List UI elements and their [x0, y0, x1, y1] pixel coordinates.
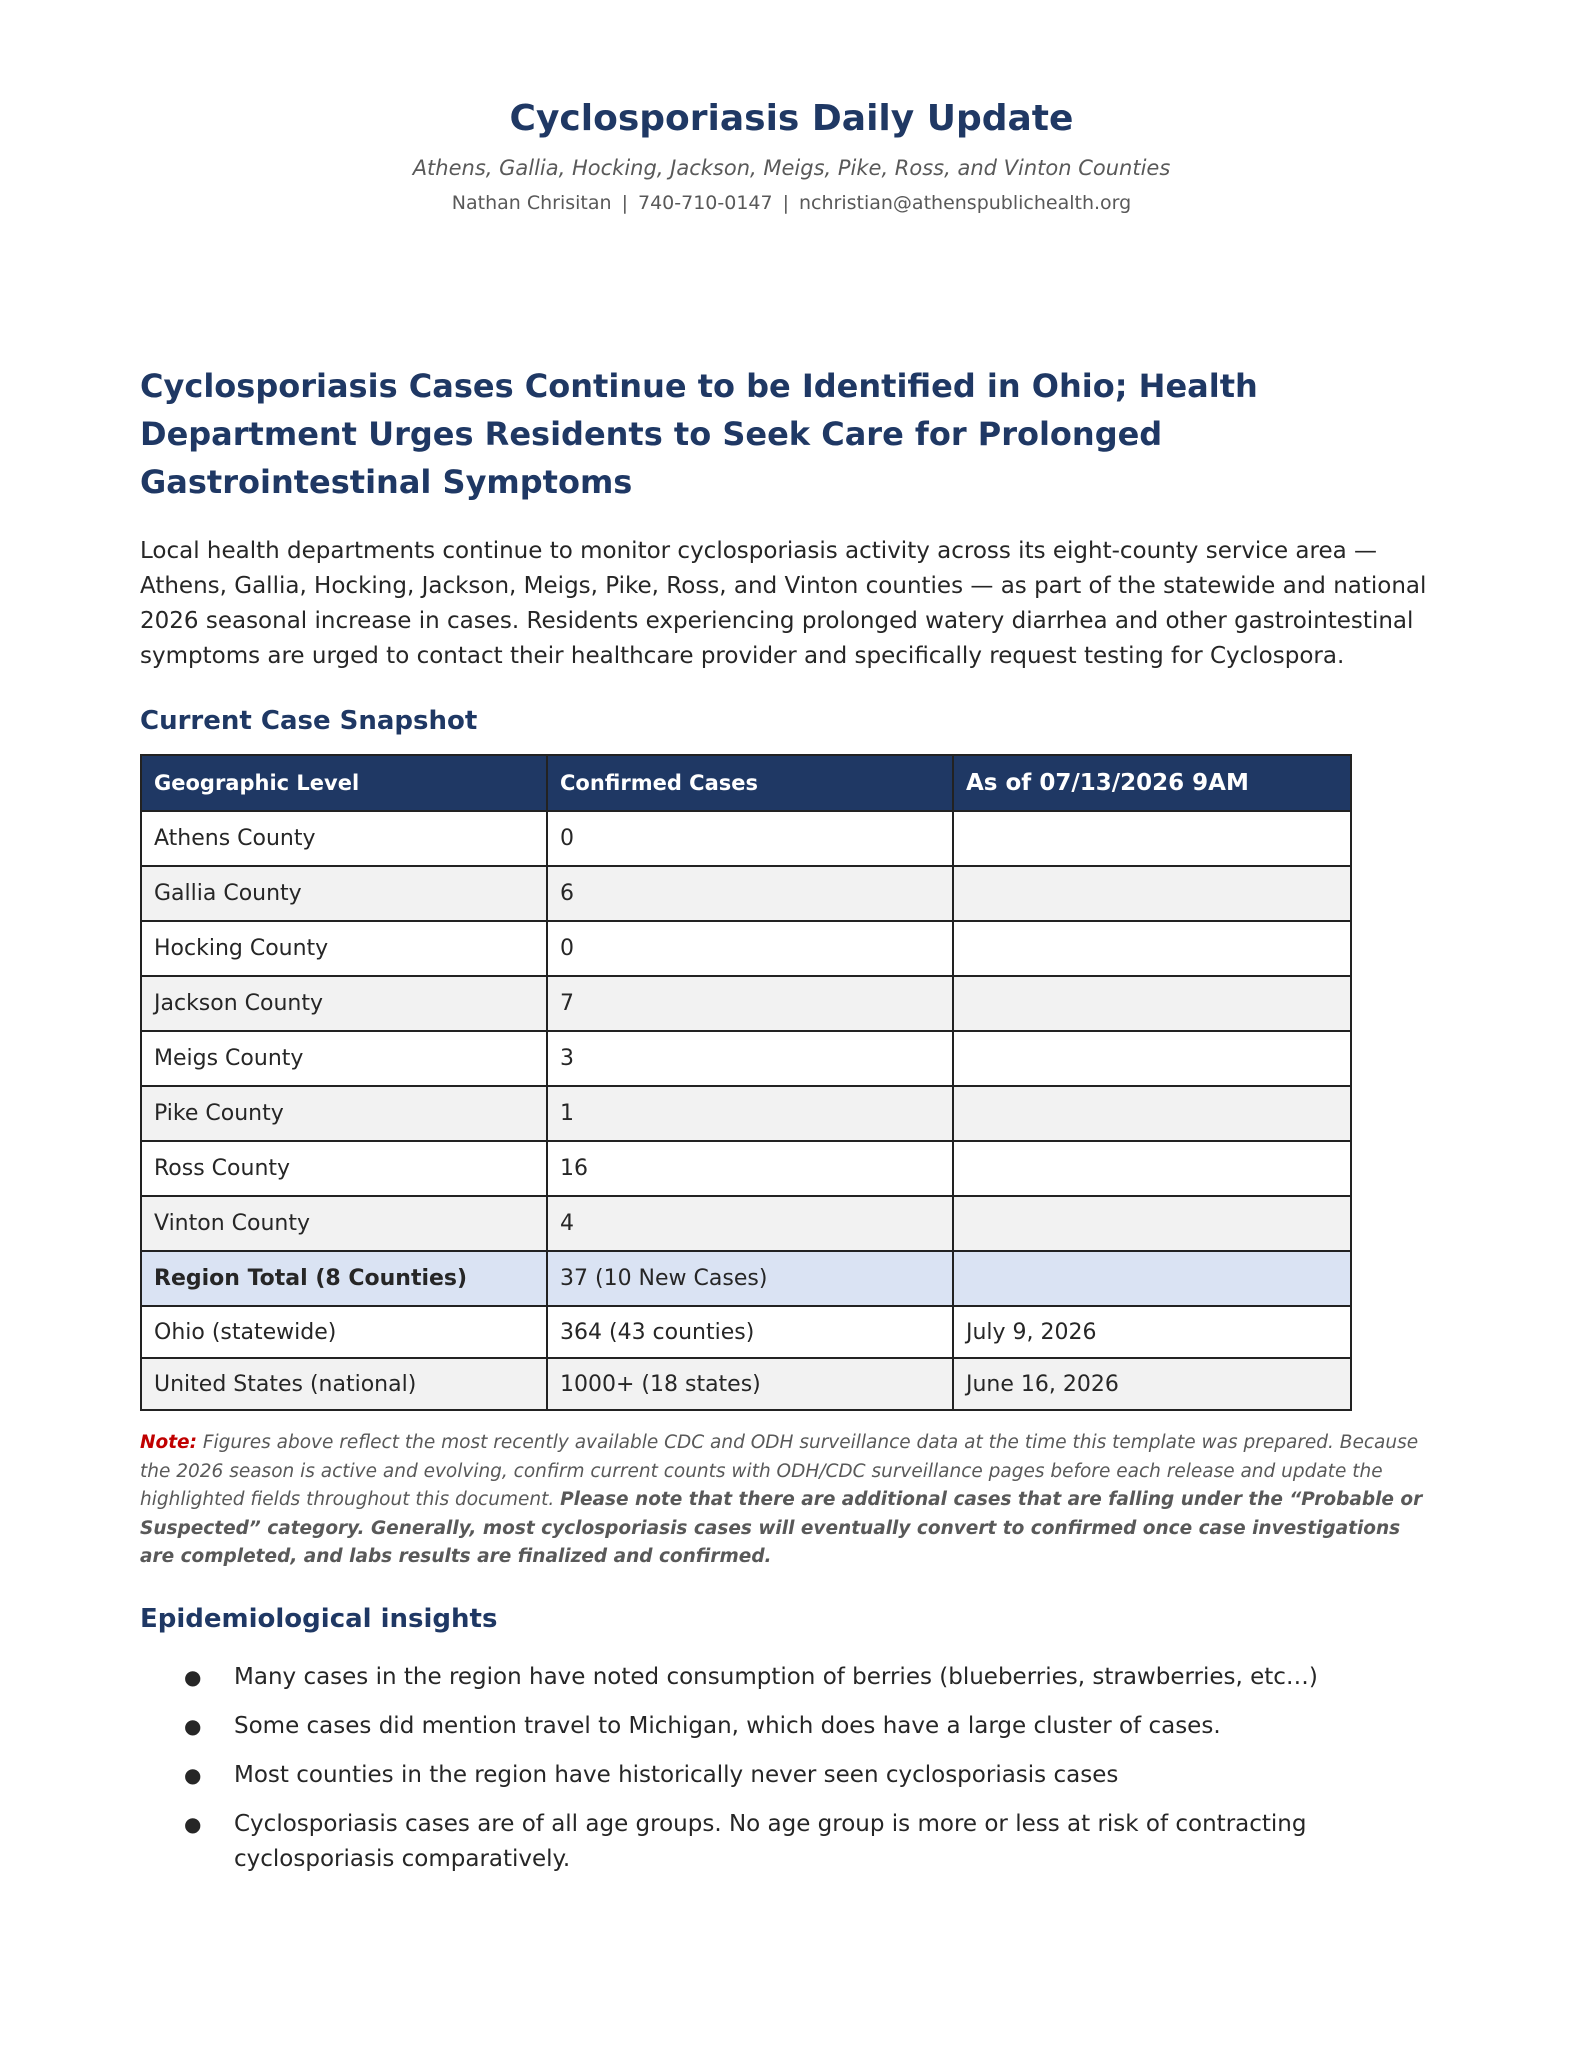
contact-separator: | [782, 192, 789, 214]
confirmed-cases-cell: 4 [547, 1196, 953, 1251]
geographic-level-cell: Ross County [141, 1141, 547, 1196]
document-subtitle: Athens, Gallia, Hocking, Jackson, Meigs, Pike, Ross, and Vinton Counties [412, 156, 1171, 180]
insight-text: Many cases in the region have noted consumption of berries (blueberries, strawberries, etc…) [234, 1663, 1318, 1690]
contact-email: nchristian@athenspublichealth.org [799, 192, 1132, 214]
insight-text: Cyclosporiasis cases are of all age groups. No age group is more or less at risk of contracting cyclosporiasis comparatively. [234, 1810, 1307, 1872]
geographic-level-cell: Jackson County [141, 976, 547, 1031]
geographic-level-cell: Athens County [141, 811, 547, 866]
table-row [141, 1086, 1351, 1141]
article-headline: Cyclosporiasis Cases Continue to be Identified in Ohio; Health Department Urges Residents to Seek Care for Prolonged Gastrointestinal Symptoms [140, 367, 1258, 501]
as-of-cell: June 16, 2026 [953, 1358, 1351, 1410]
confirmed-cases-cell: 0 [547, 811, 953, 866]
insight-text: Some cases did mention travel to Michigan, which does have a large cluster of cases. [234, 1712, 1221, 1739]
document-header [0, 96, 1583, 216]
confirmed-cases-cell: 7 [547, 976, 953, 1031]
contact-separator: | [621, 192, 628, 214]
confirmed-cases-cell: 6 [547, 866, 953, 921]
table-row [141, 1031, 1351, 1086]
snapshot-heading: Current Case Snapshot [140, 706, 478, 736]
as-of-cell [953, 866, 1351, 921]
table-row [141, 811, 1351, 866]
table-row [141, 866, 1351, 921]
insight-text: Most counties in the region have historically never seen cyclosporiasis cases [234, 1761, 1119, 1788]
confirmed-cases-cell: 16 [547, 1141, 953, 1196]
as-of-cell [953, 1031, 1351, 1086]
case-snapshot-table [140, 754, 1352, 1411]
as-of-cell [953, 921, 1351, 976]
list-item [140, 1807, 1440, 1877]
insights-heading: Epidemiological insights [140, 1603, 498, 1634]
list-item [140, 1709, 1440, 1744]
table-row [141, 976, 1351, 1031]
column-header-geographic-level: Geographic Level [141, 755, 547, 811]
confirmed-cases-cell: 364 (43 counties) [547, 1306, 953, 1358]
geographic-level-cell: Hocking County [141, 921, 547, 976]
geographic-level-cell: Ohio (statewide) [141, 1306, 547, 1358]
bullet-icon: ● [184, 1664, 202, 1689]
region-total-row [141, 1251, 1351, 1306]
insights-list [140, 1660, 1440, 1877]
as-of-cell [953, 1141, 1351, 1196]
geographic-level-cell: Gallia County [141, 866, 547, 921]
article-intro: Local health departments continue to monitor cyclosporiasis activity across its eight-county service area — Athens, Gallia, Hocking, Jackson, Meigs, Pike, Ross, and Vinton counties — as part of the statewide and national 2026 seasonal increase in cases. Residents experiencing prolonged watery diarrhea and other gastrointestinal symptoms are urged to contact their healthcare provider and specifically request testing for Cyclospora. [140, 538, 1427, 669]
table-row [141, 1141, 1351, 1196]
note-bold-text: Please note that there are additional cases that are falling under the “Probable or Suspected” category. Generally, most cyclosporiasis cases will eventually convert to confirmed once case investigations are completed, and labs results are finalized and confirmed. [140, 1489, 1423, 1567]
confirmed-cases-cell: 37 (10 New Cases) [547, 1251, 953, 1306]
bullet-icon: ● [184, 1811, 202, 1836]
table-row [141, 1196, 1351, 1251]
as-of-cell [953, 1086, 1351, 1141]
contact-phone: 740-710-0147 [637, 192, 773, 214]
table-row [141, 921, 1351, 976]
list-item [140, 1660, 1440, 1695]
list-item [140, 1758, 1440, 1793]
as-of-cell: July 9, 2026 [953, 1306, 1351, 1358]
confirmed-cases-cell: 1 [547, 1086, 953, 1141]
contact-name: Nathan Chrisitan [451, 192, 612, 214]
document-title: Cyclosporiasis Daily Update [509, 98, 1074, 139]
as-of-cell [953, 1251, 1351, 1306]
bullet-icon: ● [184, 1762, 202, 1787]
geographic-level-cell: Region Total (8 Counties) [141, 1251, 547, 1306]
geographic-level-cell: Pike County [141, 1086, 547, 1141]
geographic-level-cell: Vinton County [141, 1196, 547, 1251]
confirmed-cases-cell: 1000+ (18 states) [547, 1358, 953, 1410]
contact-line [0, 190, 1583, 216]
as-of-cell [953, 1196, 1351, 1251]
geographic-level-cell: Meigs County [141, 1031, 547, 1086]
table-row [141, 1306, 1351, 1358]
note-text: Figures above reflect the most recently available CDC and ODH surveillance data at the time this template was prepared. Because the 2026 season is active and evolving, confirm current counts with ODH/CDC surveillance pages before each release and update the highlighted fields throughout this document. [140, 1432, 1419, 1510]
table-row [141, 1358, 1351, 1410]
data-note [140, 1429, 1440, 1572]
confirmed-cases-cell: 3 [547, 1031, 953, 1086]
table-header-row [141, 755, 1351, 811]
confirmed-cases-cell: 0 [547, 921, 953, 976]
column-header-confirmed-cases: Confirmed Cases [547, 755, 953, 811]
column-header-as-of: As of 07/13/2026 9AM [953, 755, 1351, 811]
as-of-cell [953, 811, 1351, 866]
geographic-level-cell: United States (national) [141, 1358, 547, 1410]
bullet-icon: ● [184, 1713, 202, 1738]
document-body [140, 362, 1440, 1891]
note-label: Note: [140, 1432, 197, 1453]
as-of-cell [953, 976, 1351, 1031]
